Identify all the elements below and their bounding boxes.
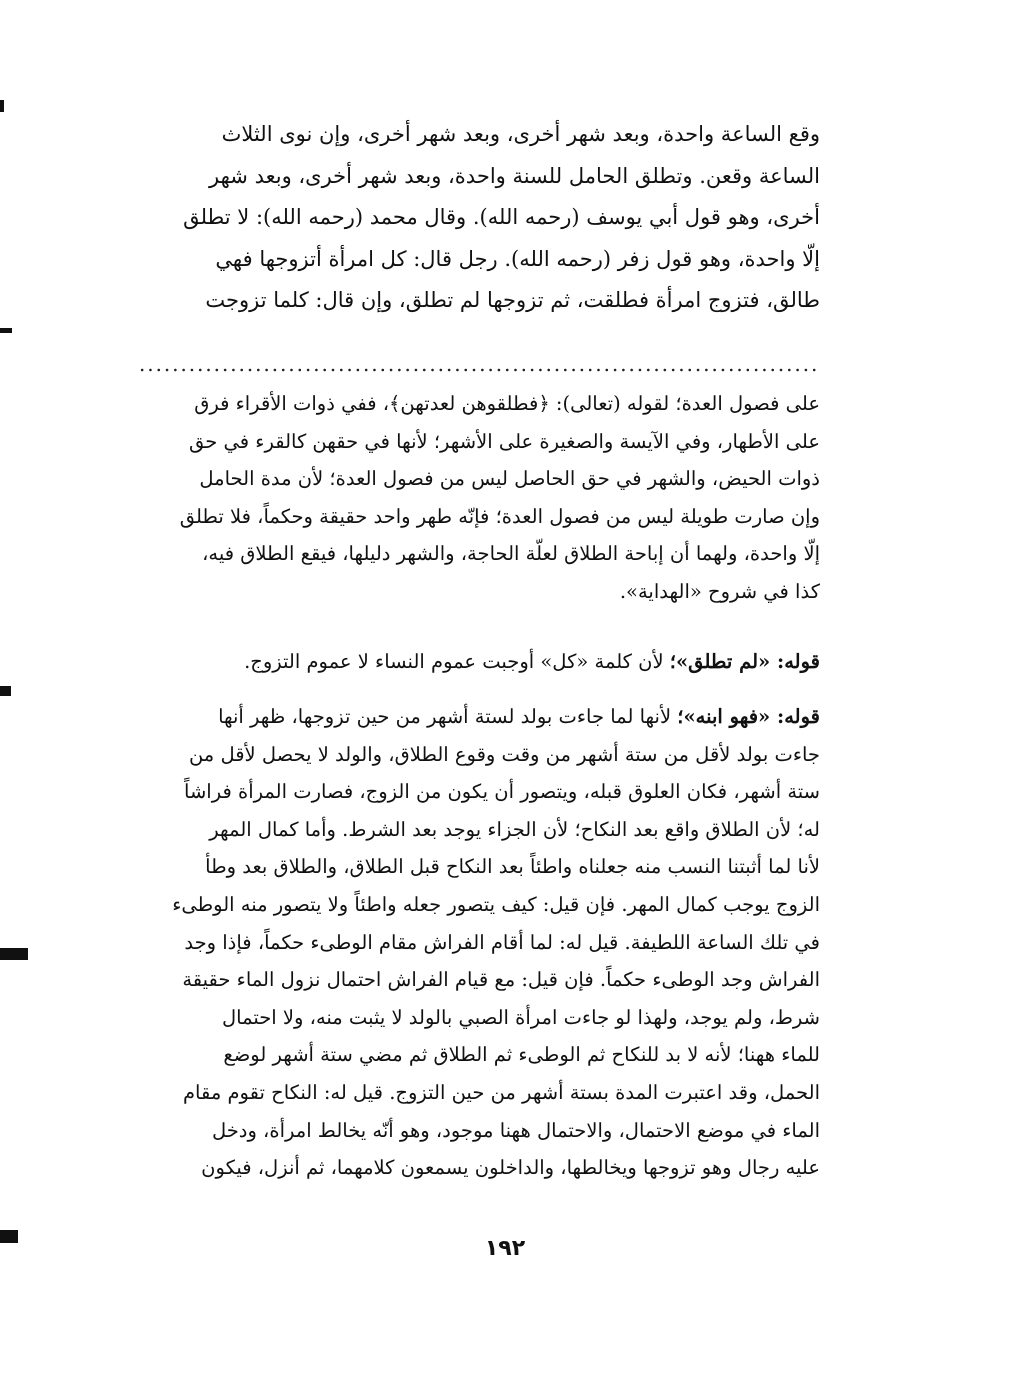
commentary-3-line: ستة أشهر، فكان العلوق قبله، ويتصور أن يكون من الزوج، فصارت المرأة فراشاً xyxy=(184,780,820,804)
commentary-3-line: الماء في موضع الاحتمال، والاحتمال ههنا موجود، وهو أنّه يخالط امرأة، ودخل xyxy=(211,1118,820,1142)
commentary-3-line: عليه رجال وهو تزوجها ويخالطها، والداخلون يسمعون كلامهما، ثم أنزل، فيكون xyxy=(201,1156,820,1180)
commentary-3-first-text: لأنها لما جاءت بولد لستة أشهر من حين تزوجها، ظهر أنها xyxy=(218,705,678,728)
commentary-3-line: للماء ههنا؛ لأنه لا بد للنكاح ثم الوطىء ثم الطلاق ثم مضي ستة أشهر لوضع xyxy=(223,1043,820,1067)
commentary-1-line: إلّا واحدة، ولهما أن إباحة الطلاق لعلّة الحاجة، والشهر دليلها، فيقع الطلاق فيه، xyxy=(202,542,820,566)
commentary-3-line: الزوج يوجب كمال المهر. فإن قيل: كيف يتصور جعله واطئاً ولا يتصور منه الوطىء xyxy=(172,892,820,916)
dotted-divider xyxy=(138,368,820,372)
main-text-line: وقع الساعة واحدة، وبعد شهر أخرى، وبعد شهر أخرى، وإن نوى الثلاث xyxy=(221,122,820,146)
commentary-paragraph-3 xyxy=(132,698,820,1187)
commentary-1-line: على الأطهار، وفي الآيسة والصغيرة على الأشهر؛ لأنها في حقهن كالقرء في حق xyxy=(188,429,820,453)
main-text-line: أخرى، وهو قول أبي يوسف (رحمه الله). وقال محمد (رحمه الله): لا تطلق xyxy=(183,205,820,229)
commentary-3-line: الفراش وجد الوطىء حكماً. فإن قيل: مع قيام الفراش احتمال نزول الماء حقيقة xyxy=(182,968,820,992)
commentary-2-text: لأن كلمة «كل» أوجبت عموم النساء لا عموم التزوج. xyxy=(244,650,670,673)
page-number: ١٩٢ xyxy=(484,1236,526,1261)
commentary-3-line: في تلك الساعة اللطيفة. قيل له: لما أقام الفراش مقام الوطىء حكماً، فإذا وجد xyxy=(184,930,820,954)
commentary-3-line: له؛ لأن الطلاق واقع بعد النكاح؛ لأن الجزاء يوجد بعد الشرط. وأما كمال المهر xyxy=(209,817,820,841)
commentary-3-line: الحمل، وقد اعتبرت المدة بستة أشهر من حين التزوج. قيل له: النكاح تقوم مقام xyxy=(182,1080,820,1104)
commentary-3-first-line xyxy=(132,698,820,736)
commentary-2-lead: قوله: «لم تطلق»؛ xyxy=(669,650,820,673)
main-text-line: إلّا واحدة، وهو قول زفر (رحمه الله). رجل قال: كل امرأة أتزوجها فهي xyxy=(215,246,820,271)
commentary-1-line: على فصول العدة؛ لقوله (تعالى): ﴿فطلقوهن لعدتهن﴾، ففي ذوات الأقراء فرق xyxy=(194,392,820,415)
commentary-3-lead: قوله: «فهو ابنه»؛ xyxy=(677,705,820,728)
main-text-line: طالق، فتزوج امرأة فطلقت، ثم تزوجها لم تطلق، وإن قال: كلما تزوجت xyxy=(205,288,820,312)
scan-edge-mark xyxy=(0,686,11,696)
commentary-paragraph-1 xyxy=(132,385,820,611)
commentary-paragraph-2 xyxy=(132,643,820,681)
commentary-1-line: وإن صارت طويلة ليس من فصول العدة؛ فإنّه طهر واحد حقيقة وحكماً، فلا تطلق xyxy=(179,504,820,528)
commentary-3-line: شرط، ولم يوجد، ولهذا لو جاءت امرأة الصبي بالولد لا يثبت منه، ولا احتمال xyxy=(221,1005,820,1029)
commentary-1-line: كذا في شروح «الهداية». xyxy=(619,579,820,603)
main-text xyxy=(132,114,820,322)
scan-edge-mark xyxy=(0,328,12,333)
main-text-line: الساعة وقعن. وتطلق الحامل للسنة واحدة، وبعد شهر أخرى، وبعد شهر xyxy=(209,163,820,188)
commentary-3-line: جاءت بولد لأقل من ستة أشهر من وقت وقوع الطلاق، والولد لا يحصل لأقل من xyxy=(188,742,820,766)
scan-edge-mark xyxy=(0,100,4,112)
commentary-3-line: لأنا لما أثبتنا النسب منه جعلناه واطئاً بعد النكاح قبل الطلاق، والطلاق بعد وطأ xyxy=(205,855,820,879)
commentary-1-line: ذوات الحيض، والشهر في حق الحاصل ليس من فصول العدة؛ لأن مدة الحامل xyxy=(199,467,820,491)
scan-edge-mark xyxy=(0,1230,18,1243)
scan-edge-mark xyxy=(0,948,28,960)
